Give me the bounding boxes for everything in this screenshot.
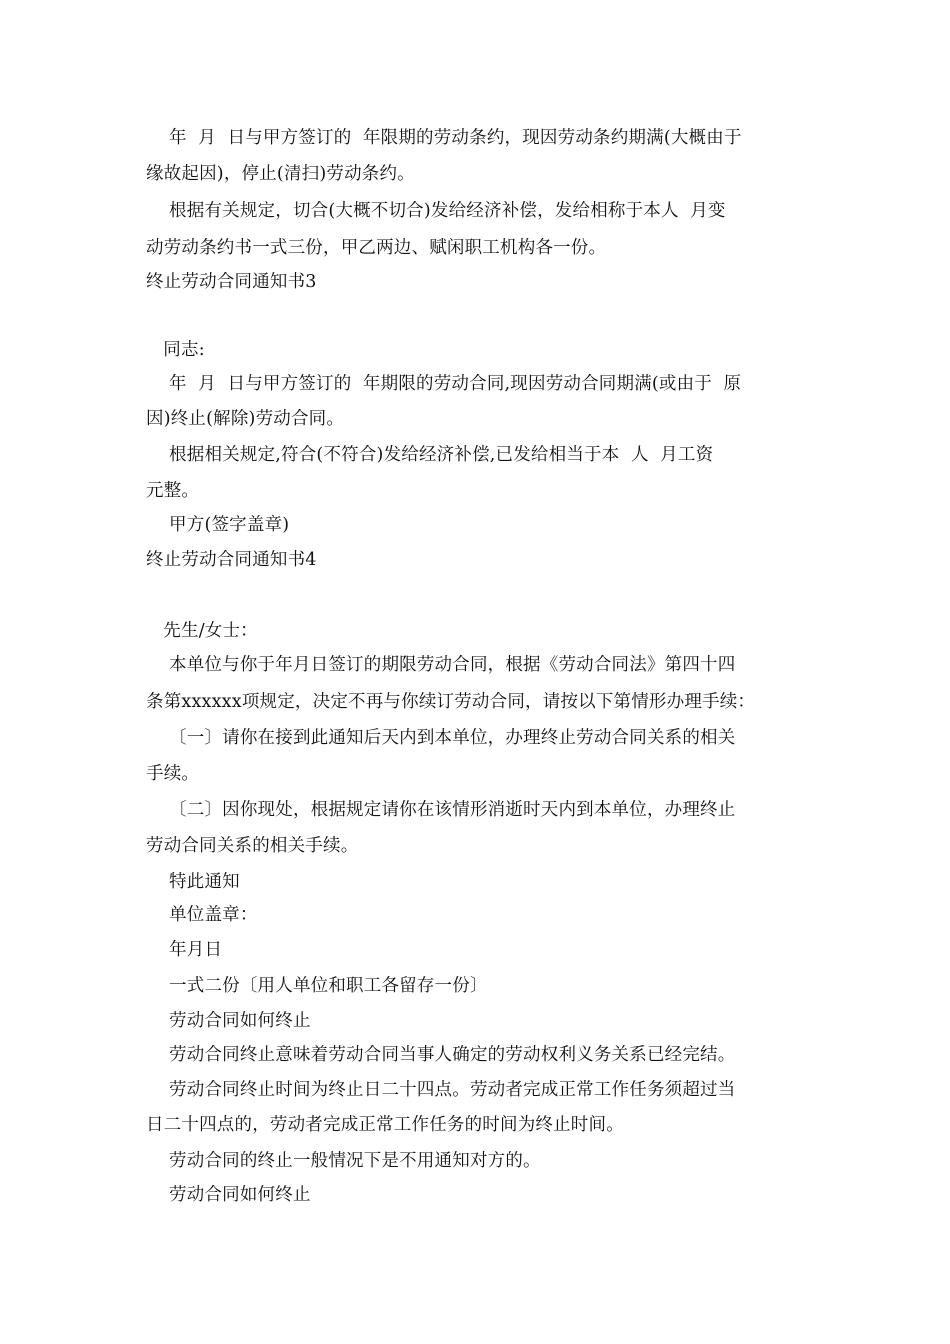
paragraph-line: 条第xxxxxx项规定，决定不再与你续订劳动合同，请按以下第情形办理手续： xyxy=(146,692,756,712)
paragraph-line: 元整。 xyxy=(146,481,200,501)
paragraph-line: 劳动合同终止时间为终止日二十四点。劳动者完成正常工作任务须超过当 xyxy=(146,1080,736,1100)
section-heading: 终止劳动合同通知书4 xyxy=(146,550,317,570)
paragraph-line: 单位盖章： xyxy=(146,905,258,925)
paragraph-line: 特此通知 xyxy=(146,872,240,892)
paragraph-line: 动劳动条约书一式三份，甲乙两边、赋闲职工机构各一份。 xyxy=(146,238,607,258)
paragraph-line: 根据相关规定,符合(不符合)发给经济补偿,已发给相当于本 人 月工资 xyxy=(146,445,714,465)
paragraph-line: 劳动合同如何终止 xyxy=(146,1185,311,1205)
salutation: 同志: xyxy=(146,340,205,360)
signature-line: 甲方(签字盖章) xyxy=(146,515,290,535)
paragraph-line: 〔二〕因你现处，根据规定请你在该情形消逝时天内到本单位，办理终止 xyxy=(146,800,736,820)
section-heading: 终止劳动合同通知书3 xyxy=(146,272,317,292)
paragraph-line: 根据有关规定，切合(大概不切合)发给经济补偿，发给相称于本人 月变 xyxy=(146,201,726,221)
paragraph-line: 年 月 日与甲方签订的 年限期的劳动条约，现因劳动条约期满(大概由于 xyxy=(146,128,742,148)
paragraph-line: 手续。 xyxy=(146,764,200,784)
paragraph-line: 年 月 日与甲方签订的 年期限的劳动合同,现因劳动合同期满(或由于 原 xyxy=(146,374,742,394)
paragraph-line: 缘故起因)，停止(清扫)劳动条约。 xyxy=(146,164,415,184)
paragraph-line: 日二十四点的，劳动者完成正常工作任务的时间为终止时间。 xyxy=(146,1115,624,1135)
paragraph-line: 劳动合同的终止一般情况下是不用通知对方的。 xyxy=(146,1151,541,1171)
paragraph-line: 本单位与你于年月日签订的期限劳动合同，根据《劳动合同法》第四十四 xyxy=(146,655,736,675)
paragraph-line: 劳动合同终止意味着劳动合同当事人确定的劳动权利义务关系已经完结。 xyxy=(146,1045,736,1065)
paragraph-line: 一式二份〔用人单位和职工各留存一份〕 xyxy=(146,976,488,996)
paragraph-line: 劳动合同关系的相关手续。 xyxy=(146,836,359,856)
paragraph-line: 因)终止(解除)劳动合同。 xyxy=(146,409,345,429)
paragraph-line: 劳动合同如何终止 xyxy=(146,1011,311,1031)
salutation: 先生/女士： xyxy=(146,621,258,641)
paragraph-line: 〔一〕请你在接到此通知后天内到本单位，办理终止劳动合同关系的相关 xyxy=(146,728,736,748)
paragraph-line: 年月日 xyxy=(146,940,223,960)
